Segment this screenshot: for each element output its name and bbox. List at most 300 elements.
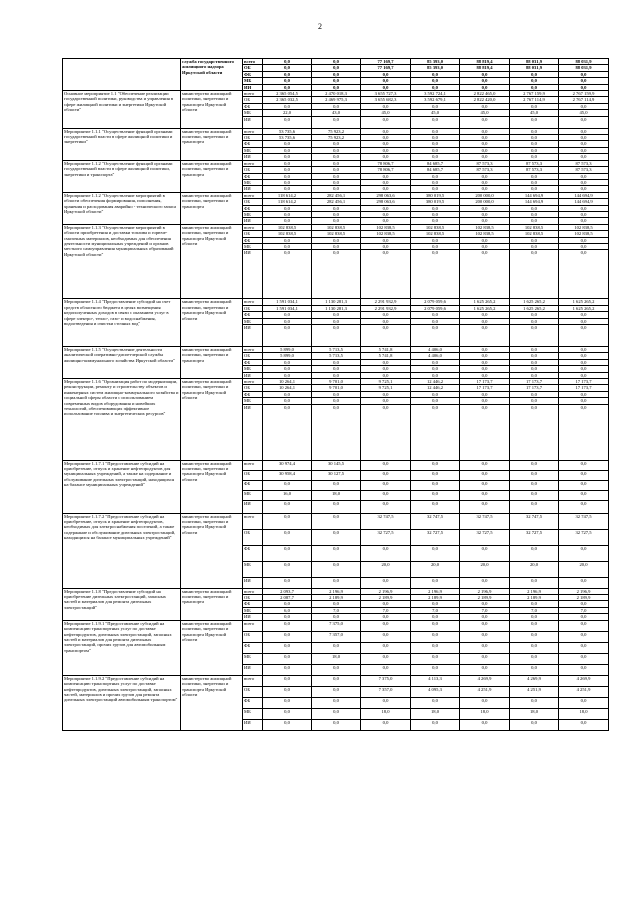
- amount-cell: 0,0: [312, 561, 361, 577]
- amount-cell: 0,0: [312, 664, 361, 675]
- amount-cell: 0,0: [263, 116, 312, 128]
- amount-cell: 0,0: [263, 160, 312, 166]
- amount-cell: 0,0: [460, 642, 510, 653]
- amount-cell: 85 393,0: [411, 59, 460, 65]
- amount-cell: 0,0: [460, 614, 510, 620]
- amount-cell: 0,0: [559, 480, 609, 490]
- amount-cell: 2 196,9: [411, 588, 460, 594]
- funding-source-cell: ИИ: [243, 84, 263, 90]
- amount-cell: 0,0: [263, 179, 312, 185]
- measure-name-cell: Мероприятие 1.1.4 "Предоставление субсидий на счет средств областного бюджета в целях возмещения недополученных доходов в связи с оказанием услуг в сфере электро-, тепло-, газо- и водоснабжения, водоотведения и очистки сточных вод": [63, 299, 181, 347]
- amount-cell: 9 725,1: [361, 385, 411, 391]
- amount-cell: 0,0: [559, 318, 609, 324]
- funding-source-cell: всего: [243, 160, 263, 166]
- amount-cell: 0,0: [312, 116, 361, 128]
- funding-source-cell: ИИ: [243, 500, 263, 513]
- funding-source-cell: МБ: [243, 179, 263, 185]
- amount-cell: 2 291 932,9: [361, 305, 411, 311]
- amount-cell: 0,0: [263, 404, 312, 460]
- amount-cell: 0,0: [559, 460, 609, 470]
- amount-cell: 0,0: [559, 631, 609, 642]
- amount-cell: 32 747,5: [510, 513, 559, 529]
- table-row: [63, 91, 609, 97]
- amount-cell: 0,0: [411, 312, 460, 318]
- amount-cell: 0,0: [263, 653, 312, 664]
- amount-cell: 102 838,5: [460, 231, 510, 237]
- amount-cell: 0,0: [460, 719, 510, 730]
- amount-cell: 0,0: [559, 173, 609, 179]
- amount-cell: 0,0: [263, 243, 312, 249]
- amount-cell: 1 591 034,1: [263, 305, 312, 311]
- responsible-cell: министерство жилищной политики, энергетики и транспорта: [181, 347, 243, 379]
- amount-cell: 0,0: [361, 243, 411, 249]
- amount-cell: 0,0: [510, 128, 559, 134]
- amount-cell: 102 838,5: [510, 224, 559, 230]
- amount-cell: 0,0: [312, 173, 361, 179]
- amount-cell: 7,0: [460, 607, 510, 613]
- amount-cell: 0,0: [510, 404, 559, 460]
- amount-cell: 17 173,7: [460, 385, 510, 391]
- amount-cell: 3 592 679,1: [411, 97, 460, 103]
- amount-cell: 1 625 265,2: [559, 305, 609, 311]
- amount-cell: 0,0: [411, 490, 460, 500]
- amount-cell: 0,0: [510, 719, 559, 730]
- amount-cell: 0,0: [460, 470, 510, 480]
- amount-cell: 0,0: [510, 545, 559, 561]
- amount-cell: 20,0: [411, 561, 460, 577]
- funding-source-cell: МБ: [243, 366, 263, 372]
- amount-cell: 144 694,9: [510, 192, 559, 198]
- funding-source-cell: ФБ: [243, 359, 263, 365]
- amount-cell: 0,0: [411, 460, 460, 470]
- amount-cell: 88 031,9: [510, 65, 559, 71]
- amount-cell: 88 031,9: [559, 65, 609, 71]
- amount-cell: 7,0: [411, 607, 460, 613]
- amount-cell: 5 713,5: [312, 353, 361, 359]
- amount-cell: 0,0: [263, 601, 312, 607]
- amount-cell: 2 196,9: [361, 588, 411, 594]
- amount-cell: 0,0: [411, 218, 460, 224]
- table-row: [63, 59, 609, 65]
- amount-cell: 0,0: [312, 167, 361, 173]
- amount-cell: 10 264,1: [263, 379, 312, 385]
- amount-cell: 77 169,7: [361, 65, 411, 71]
- amount-cell: 0,0: [312, 84, 361, 90]
- amount-cell: 17 173,7: [460, 379, 510, 385]
- amount-cell: 1 130 281,3: [312, 305, 361, 311]
- amount-cell: 0,0: [361, 601, 411, 607]
- funding-source-cell: МБ: [243, 211, 263, 217]
- amount-cell: 0,0: [312, 513, 361, 529]
- amount-cell: 17 173,7: [510, 379, 559, 385]
- amount-cell: 0,0: [411, 325, 460, 347]
- amount-cell: 0,0: [263, 577, 312, 588]
- amount-cell: 0,0: [263, 218, 312, 224]
- measure-name-cell: Мероприятие 1.1.2 "Осуществление мероприятий в области обеспечения формирования, пополнения, хранения и расходования аварийно - технического запаса Иркутской области": [63, 192, 181, 224]
- funding-source-cell: МБ: [243, 653, 263, 664]
- amount-cell: 87 573,3: [460, 160, 510, 166]
- amount-cell: 7 357,0: [361, 686, 411, 697]
- table-row: [63, 224, 609, 230]
- amount-cell: 32 747,5: [559, 513, 609, 529]
- amount-cell: 102 838,5: [559, 231, 609, 237]
- amount-cell: 102 838,5: [510, 231, 559, 237]
- amount-cell: 0,0: [312, 243, 361, 249]
- amount-cell: 0,0: [361, 490, 411, 500]
- funding-source-cell: всего: [243, 379, 263, 385]
- amount-cell: 0,0: [559, 128, 609, 134]
- amount-cell: 3 592 724,1: [411, 91, 460, 97]
- amount-cell: 4 251,9: [510, 686, 559, 697]
- funding-source-cell: всего: [243, 91, 263, 97]
- amount-cell: 1 625 265,2: [460, 305, 510, 311]
- amount-cell: 0,0: [411, 205, 460, 211]
- amount-cell: 0,0: [312, 59, 361, 65]
- amount-cell: 0,0: [361, 359, 411, 365]
- amount-cell: 0,0: [312, 614, 361, 620]
- amount-cell: 0,0: [312, 160, 361, 166]
- amount-cell: 0,0: [312, 708, 361, 719]
- amount-cell: 0,0: [460, 391, 510, 397]
- funding-source-cell: ФБ: [243, 642, 263, 653]
- amount-cell: 0,0: [263, 167, 312, 173]
- funding-source-cell: ФБ: [243, 205, 263, 211]
- amount-cell: 0,0: [411, 664, 460, 675]
- amount-cell: 0,0: [460, 312, 510, 318]
- amount-cell: 0,0: [559, 366, 609, 372]
- amount-cell: 0,0: [312, 366, 361, 372]
- amount-cell: 2 822 465,0: [460, 91, 510, 97]
- funding-source-cell: всего: [243, 347, 263, 353]
- amount-cell: 0,0: [263, 312, 312, 318]
- amount-cell: 0,0: [460, 186, 510, 192]
- amount-cell: 0,0: [411, 84, 460, 90]
- amount-cell: 0,0: [361, 205, 411, 211]
- amount-cell: 0,0: [361, 480, 411, 490]
- amount-cell: 0,0: [559, 353, 609, 359]
- amount-cell: 0,0: [312, 545, 361, 561]
- funding-source-cell: МБ: [243, 490, 263, 500]
- responsible-cell: министерство жилищной политики, энергетики и транспорта Иркутской области: [181, 224, 243, 299]
- amount-cell: 9 701,0: [312, 385, 361, 391]
- amount-cell: 0,0: [460, 631, 510, 642]
- amount-cell: 0,0: [559, 470, 609, 480]
- amount-cell: 0,0: [510, 237, 559, 243]
- amount-cell: 0,0: [263, 686, 312, 697]
- amount-cell: 0,0: [411, 404, 460, 460]
- amount-cell: 0,0: [559, 243, 609, 249]
- amount-cell: 0,0: [411, 135, 460, 141]
- amount-cell: 0,0: [263, 398, 312, 404]
- amount-cell: 4 095,3: [411, 686, 460, 697]
- measure-name-cell: Мероприятие 1.1.3 "Осуществление мероприятий в области приобретения и доставки топлива и горюче-смазочных материалов, необходимых для обеспечения деятельности муниципальных учреждений и органов местного самоуправления муниципальных образований Иркутской области": [63, 224, 181, 299]
- amount-cell: 18,0: [559, 708, 609, 719]
- amount-cell: 2 079 059,6: [411, 305, 460, 311]
- funding-source-cell: МБ: [243, 398, 263, 404]
- amount-cell: 0,0: [460, 653, 510, 664]
- amount-cell: 87 573,3: [559, 160, 609, 166]
- amount-cell: 4 113,3: [411, 675, 460, 686]
- amount-cell: 0,0: [361, 653, 411, 664]
- amount-cell: 0,0: [510, 353, 559, 359]
- amount-cell: 0,0: [559, 103, 609, 109]
- amount-cell: 0,0: [312, 601, 361, 607]
- funding-source-cell: всего: [243, 128, 263, 134]
- amount-cell: 20,0: [460, 561, 510, 577]
- measure-name-cell: Мероприятие 1.1.7.1 "Предоставление субсидий на приобретение, отпуск и хранение нефтепродуктов для муниципальных учреждений, а также на содержание и обслуживание дизельных электростанций, находящихся на балансе муниципальных учреждений": [63, 460, 181, 513]
- amount-cell: 0,0: [559, 642, 609, 653]
- amount-cell: 32 747,5: [460, 513, 510, 529]
- funding-source-cell: ОБ: [243, 385, 263, 391]
- amount-cell: 102 838,5: [263, 231, 312, 237]
- amount-cell: 0,0: [510, 642, 559, 653]
- amount-cell: 0,0: [263, 561, 312, 577]
- amount-cell: 0,0: [460, 545, 510, 561]
- amount-cell: 0,0: [460, 205, 510, 211]
- responsible-cell: министерство жилищной политики, энергетики и транспорта: [181, 160, 243, 192]
- amount-cell: 0,0: [361, 620, 411, 631]
- amount-cell: 0,0: [460, 173, 510, 179]
- responsible-cell: министерство жилищной политики, энергетики и транспорта Иркутской области: [181, 299, 243, 347]
- amount-cell: 75 923,2: [312, 135, 361, 141]
- amount-cell: 0,0: [263, 500, 312, 513]
- funding-source-cell: МБ: [243, 78, 263, 84]
- amount-cell: 0,0: [361, 312, 411, 318]
- amount-cell: 0,0: [411, 141, 460, 147]
- amount-cell: 1 625 265,2: [510, 305, 559, 311]
- amount-cell: 0,0: [312, 391, 361, 397]
- amount-cell: 5 713,5: [312, 347, 361, 353]
- amount-cell: 78 806,7: [361, 167, 411, 173]
- amount-cell: 102 838,5: [411, 231, 460, 237]
- amount-cell: 0,0: [559, 135, 609, 141]
- funding-source-cell: ФБ: [243, 71, 263, 77]
- amount-cell: 0,0: [411, 173, 460, 179]
- funding-source-cell: ИИ: [243, 404, 263, 460]
- funding-source-cell: ОБ: [243, 529, 263, 545]
- amount-cell: 1 591 034,1: [263, 299, 312, 305]
- funding-source-cell: ОБ: [243, 595, 263, 601]
- amount-cell: 0,0: [263, 631, 312, 642]
- amount-cell: 0,0: [460, 250, 510, 299]
- amount-cell: 0,0: [559, 697, 609, 708]
- amount-cell: 0,0: [460, 697, 510, 708]
- amount-cell: 0,0: [411, 620, 460, 631]
- amount-cell: 0,0: [559, 653, 609, 664]
- amount-cell: 0,0: [263, 250, 312, 299]
- funding-source-cell: ОБ: [243, 135, 263, 141]
- amount-cell: 0,0: [361, 173, 411, 179]
- amount-cell: 0,0: [559, 620, 609, 631]
- amount-cell: 32 727,5: [411, 529, 460, 545]
- amount-cell: 0,0: [312, 237, 361, 243]
- funding-source-cell: всего: [243, 620, 263, 631]
- funding-source-cell: ИИ: [243, 325, 263, 347]
- amount-cell: 0,0: [411, 186, 460, 192]
- funding-source-cell: ФБ: [243, 601, 263, 607]
- funding-source-cell: ФБ: [243, 480, 263, 490]
- amount-cell: 0,0: [510, 631, 559, 642]
- amount-cell: 0,0: [460, 404, 510, 460]
- amount-cell: 2 196,9: [510, 588, 559, 594]
- amount-cell: 0,0: [361, 325, 411, 347]
- amount-cell: 0,0: [263, 71, 312, 77]
- amount-cell: 7 357,0: [312, 631, 361, 642]
- amount-cell: 0,0: [361, 391, 411, 397]
- responsible-cell: министерство жилищной политики, энергетики и транспорта Иркутской области: [181, 620, 243, 675]
- amount-cell: 0,0: [559, 205, 609, 211]
- amount-cell: 0,0: [263, 318, 312, 324]
- amount-cell: 0,0: [460, 116, 510, 128]
- amount-cell: 0,0: [263, 154, 312, 160]
- amount-cell: 16,0: [263, 490, 312, 500]
- amount-cell: 0,0: [559, 719, 609, 730]
- amount-cell: 7 375,0: [312, 620, 361, 631]
- amount-cell: 0,0: [559, 359, 609, 365]
- measure-name-cell: Основное мероприятие 1.1 "Обеспечение реализации государственной политики, руководства и управления в сфере жилищной политики и энергетики Иркутской области": [63, 91, 181, 129]
- amount-cell: 18,0: [312, 490, 361, 500]
- amount-cell: 0,0: [411, 398, 460, 404]
- amount-cell: 0,0: [510, 697, 559, 708]
- amount-cell: 0,0: [510, 312, 559, 318]
- amount-cell: 0,0: [411, 147, 460, 153]
- amount-cell: 0,0: [559, 325, 609, 347]
- amount-cell: 0,0: [263, 186, 312, 192]
- table-row: [63, 379, 609, 385]
- amount-cell: 30 958,4: [263, 470, 312, 480]
- amount-cell: 0,0: [361, 470, 411, 480]
- amount-cell: 0,0: [263, 480, 312, 490]
- amount-cell: 0,0: [411, 577, 460, 588]
- amount-cell: 0,0: [361, 116, 411, 128]
- amount-cell: 30 145,5: [312, 460, 361, 470]
- amount-cell: 0,0: [312, 78, 361, 84]
- amount-cell: 0,0: [263, 103, 312, 109]
- amount-cell: 0,0: [361, 642, 411, 653]
- amount-cell: 0,0: [510, 366, 559, 372]
- amount-cell: 0,0: [361, 78, 411, 84]
- amount-cell: 10 264,1: [263, 385, 312, 391]
- funding-source-cell: ФБ: [243, 141, 263, 147]
- amount-cell: 0,0: [510, 250, 559, 299]
- responsible-cell: министерство жилищной политики, энергетики и транспорта Иркутской области: [181, 675, 243, 730]
- amount-cell: 102 838,5: [559, 224, 609, 230]
- amount-cell: 0,0: [263, 513, 312, 529]
- amount-cell: 75 923,2: [312, 128, 361, 134]
- responsible-cell: министерство жилищной политики, энергетики и транспорта: [181, 192, 243, 224]
- amount-cell: 0,0: [411, 642, 460, 653]
- amount-cell: 0,0: [411, 359, 460, 365]
- amount-cell: 4 269,9: [460, 675, 510, 686]
- amount-cell: 0,0: [263, 65, 312, 71]
- funding-source-cell: ФБ: [243, 173, 263, 179]
- amount-cell: 0,0: [510, 116, 559, 128]
- amount-cell: 32 747,5: [361, 513, 411, 529]
- amount-cell: 5 899,0: [263, 353, 312, 359]
- amount-cell: 0,0: [460, 179, 510, 185]
- amount-cell: 2 189,9: [312, 595, 361, 601]
- funding-source-cell: ФБ: [243, 312, 263, 318]
- amount-cell: 298 063,6: [361, 192, 411, 198]
- amount-cell: 77 169,7: [361, 59, 411, 65]
- amount-cell: 0,0: [312, 205, 361, 211]
- amount-cell: 0,0: [263, 614, 312, 620]
- amount-cell: 0,0: [559, 500, 609, 513]
- amount-cell: 0,0: [460, 664, 510, 675]
- measure-name-cell: Мероприятие 1.1.8 "Предоставление субсидий на приобретение дизельных электростанций, запасных частей и материалов для ремонта дизельных электростанций": [63, 588, 181, 620]
- amount-cell: 0,0: [263, 84, 312, 90]
- responsible-cell: министерство жилищной политики, энергетики и транспорта Иркутской области: [181, 513, 243, 588]
- amount-cell: 0,0: [510, 601, 559, 607]
- amount-cell: 2 196,9: [312, 588, 361, 594]
- amount-cell: 0,0: [460, 398, 510, 404]
- amount-cell: 0,0: [559, 218, 609, 224]
- amount-cell: 45,0: [361, 110, 411, 116]
- amount-cell: 0,0: [361, 577, 411, 588]
- amount-cell: 0,0: [411, 697, 460, 708]
- amount-cell: 18,0: [411, 708, 460, 719]
- amount-cell: 0,0: [460, 359, 510, 365]
- amount-cell: 0,0: [312, 218, 361, 224]
- amount-cell: 0,0: [361, 141, 411, 147]
- amount-cell: 0,0: [312, 642, 361, 653]
- amount-cell: 0,0: [263, 211, 312, 217]
- amount-cell: 18,0: [460, 708, 510, 719]
- amount-cell: 0,0: [312, 404, 361, 460]
- amount-cell: 0,0: [263, 719, 312, 730]
- amount-cell: 0,0: [263, 205, 312, 211]
- funding-source-cell: ФБ: [243, 103, 263, 109]
- amount-cell: 282 456,1: [312, 199, 361, 205]
- table-row: [63, 620, 609, 631]
- amount-cell: 0,0: [263, 697, 312, 708]
- amount-cell: 22,0: [263, 110, 312, 116]
- amount-cell: 0,0: [263, 708, 312, 719]
- amount-cell: 30 974,4: [263, 460, 312, 470]
- responsible-cell: министерство жилищной политики, энергетики и транспорта: [181, 588, 243, 620]
- amount-cell: 2 365 032,5: [263, 97, 312, 103]
- amount-cell: 2 093,7: [263, 588, 312, 594]
- amount-cell: 53 735,6: [263, 135, 312, 141]
- amount-cell: 0,0: [312, 529, 361, 545]
- funding-source-cell: всего: [243, 192, 263, 198]
- amount-cell: 0,0: [510, 154, 559, 160]
- funding-source-cell: ИИ: [243, 186, 263, 192]
- amount-cell: 0,0: [312, 179, 361, 185]
- funding-source-cell: ИИ: [243, 372, 263, 378]
- amount-cell: 0,0: [263, 141, 312, 147]
- amount-cell: 2 470 018,3: [312, 91, 361, 97]
- amount-cell: 87 573,3: [510, 160, 559, 166]
- amount-cell: 0,0: [361, 84, 411, 90]
- amount-cell: 282 456,1: [312, 192, 361, 198]
- amount-cell: 0,0: [411, 250, 460, 299]
- measure-name-cell: Мероприятие 1.1.5 "Осуществление деятельности аналитической оперативно-диспетчерской службы жилищно-коммунального хозяйства Иркутской области": [63, 347, 181, 379]
- amount-cell: 0,0: [411, 545, 460, 561]
- amount-cell: 0,0: [361, 372, 411, 378]
- amount-cell: 32 727,5: [361, 529, 411, 545]
- amount-cell: 0,0: [460, 347, 510, 353]
- amount-cell: 0,0: [510, 577, 559, 588]
- funding-source-cell: МБ: [243, 561, 263, 577]
- funding-source-cell: ИИ: [243, 577, 263, 588]
- funding-source-cell: ИИ: [243, 250, 263, 299]
- amount-cell: 18,0: [510, 708, 559, 719]
- amount-cell: 0,0: [510, 318, 559, 324]
- amount-cell: 78 806,7: [361, 160, 411, 166]
- amount-cell: 0,0: [263, 359, 312, 365]
- amount-cell: 102 838,5: [460, 224, 510, 230]
